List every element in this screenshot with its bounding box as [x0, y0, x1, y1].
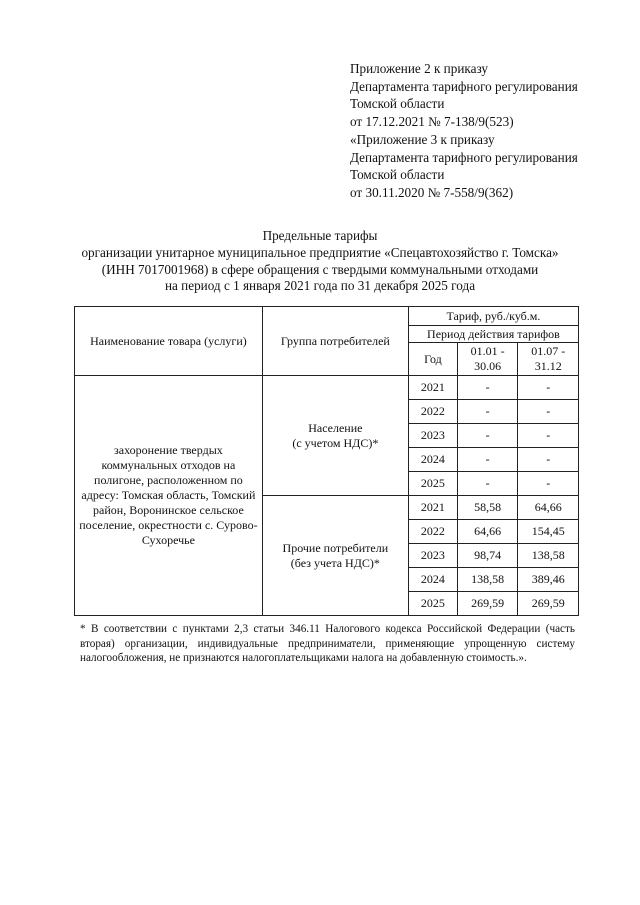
appendix-line: от 17.12.2021 № 7-138/9(523) — [350, 113, 514, 129]
year-cell: 2024 — [408, 568, 457, 592]
appendix-line: Департамента тарифного регулирования — [350, 78, 578, 94]
service-name: захоронение твердых коммунальных отходов на полигоне, расположенном по адресу: Томская область, Томский район, Воронинское сельское поселение, окрестности с. Сурово-Сухоречье — [75, 376, 263, 616]
tariff-cell: - — [518, 376, 579, 400]
tariff-cell: 138,58 — [518, 544, 579, 568]
tariff-cell: 64,66 — [518, 496, 579, 520]
tariff-cell: - — [518, 424, 579, 448]
tariff-cell: - — [518, 472, 579, 496]
header-group: Группа потребителей — [262, 307, 408, 376]
tariff-cell: - — [457, 400, 518, 424]
year-cell: 2025 — [408, 592, 457, 616]
group-vat-note: (без учета НДС)* — [290, 555, 380, 570]
tariff-cell: - — [457, 472, 518, 496]
document-title — [60, 228, 580, 295]
year-cell: 2021 — [408, 376, 457, 400]
appendix-line: от 30.11.2020 № 7-558/9(362) — [350, 184, 514, 200]
tariff-cell: 269,59 — [457, 592, 518, 616]
footnote — [80, 622, 575, 666]
table-header-row — [75, 307, 579, 326]
header-half1: 01.01 - 30.06 — [457, 343, 518, 376]
header-name: Наименование товара (услуги) — [75, 307, 263, 376]
table-row — [75, 376, 579, 400]
title-line: организации унитарное муниципальное предприятие «Спецавтохозяйство г. Томска» — [81, 244, 559, 260]
title-line: Предельные тарифы — [262, 228, 378, 243]
year-cell: 2021 — [408, 496, 457, 520]
tariff-cell: - — [518, 448, 579, 472]
appendix-line: «Приложение 3 к приказу — [350, 132, 495, 147]
tariff-cell: - — [457, 448, 518, 472]
appendix-current — [350, 60, 578, 130]
year-cell: 2025 — [408, 472, 457, 496]
tariff-cell: - — [457, 424, 518, 448]
group-label: Население — [308, 420, 363, 435]
year-cell: 2022 — [408, 400, 457, 424]
tariff-cell: 58,58 — [457, 496, 518, 520]
appendix-previous — [350, 131, 578, 201]
appendix-line: Томской области — [350, 167, 445, 183]
consumer-group-population — [262, 376, 408, 496]
tariff-table — [74, 306, 579, 616]
title-line: (ИНН 7017001968) в сфере обращения с твердыми коммунальными отходами — [101, 261, 539, 277]
appendix-line: Томской области — [350, 96, 445, 112]
year-cell: 2022 — [408, 520, 457, 544]
year-cell: 2024 — [408, 448, 457, 472]
tariff-cell: 64,66 — [457, 520, 518, 544]
header-year: Год — [408, 343, 457, 376]
year-cell: 2023 — [408, 424, 457, 448]
consumer-group-others — [262, 496, 408, 616]
tariff-cell: 154,45 — [518, 520, 579, 544]
tariff-cell: 98,74 — [457, 544, 518, 568]
group-label: Прочие потребители — [282, 540, 389, 555]
group-vat-note: (с учетом НДС)* — [292, 435, 379, 450]
header-half2: 01.07 - 31.12 — [518, 343, 579, 376]
title-line: на период с 1 января 2021 года по 31 декабря 2025 года — [164, 278, 476, 294]
tariff-cell: - — [518, 400, 579, 424]
tariff-cell: 138,58 — [457, 568, 518, 592]
footnote-text: * В соответствии с пунктами 2,3 статьи 346.11 Налогового кодекса Российской Федерации (часть вторая) организации, индивидуальные предприниматели, применяющие упрощенную систему налогообложения, не признаются налогоплательщиками налога на добавленную стоимость.». — [80, 623, 575, 665]
tariff-cell: 389,46 — [518, 568, 579, 592]
header-tariff: Тариф, руб./куб.м. — [408, 307, 578, 326]
tariff-cell: - — [457, 376, 518, 400]
tariff-cell: 269,59 — [518, 592, 579, 616]
appendix-line: Департамента тарифного регулирования — [350, 149, 578, 165]
year-cell: 2023 — [408, 544, 457, 568]
appendix-line: Приложение 2 к приказу — [350, 61, 488, 76]
header-period: Период действия тарифов — [408, 326, 578, 343]
